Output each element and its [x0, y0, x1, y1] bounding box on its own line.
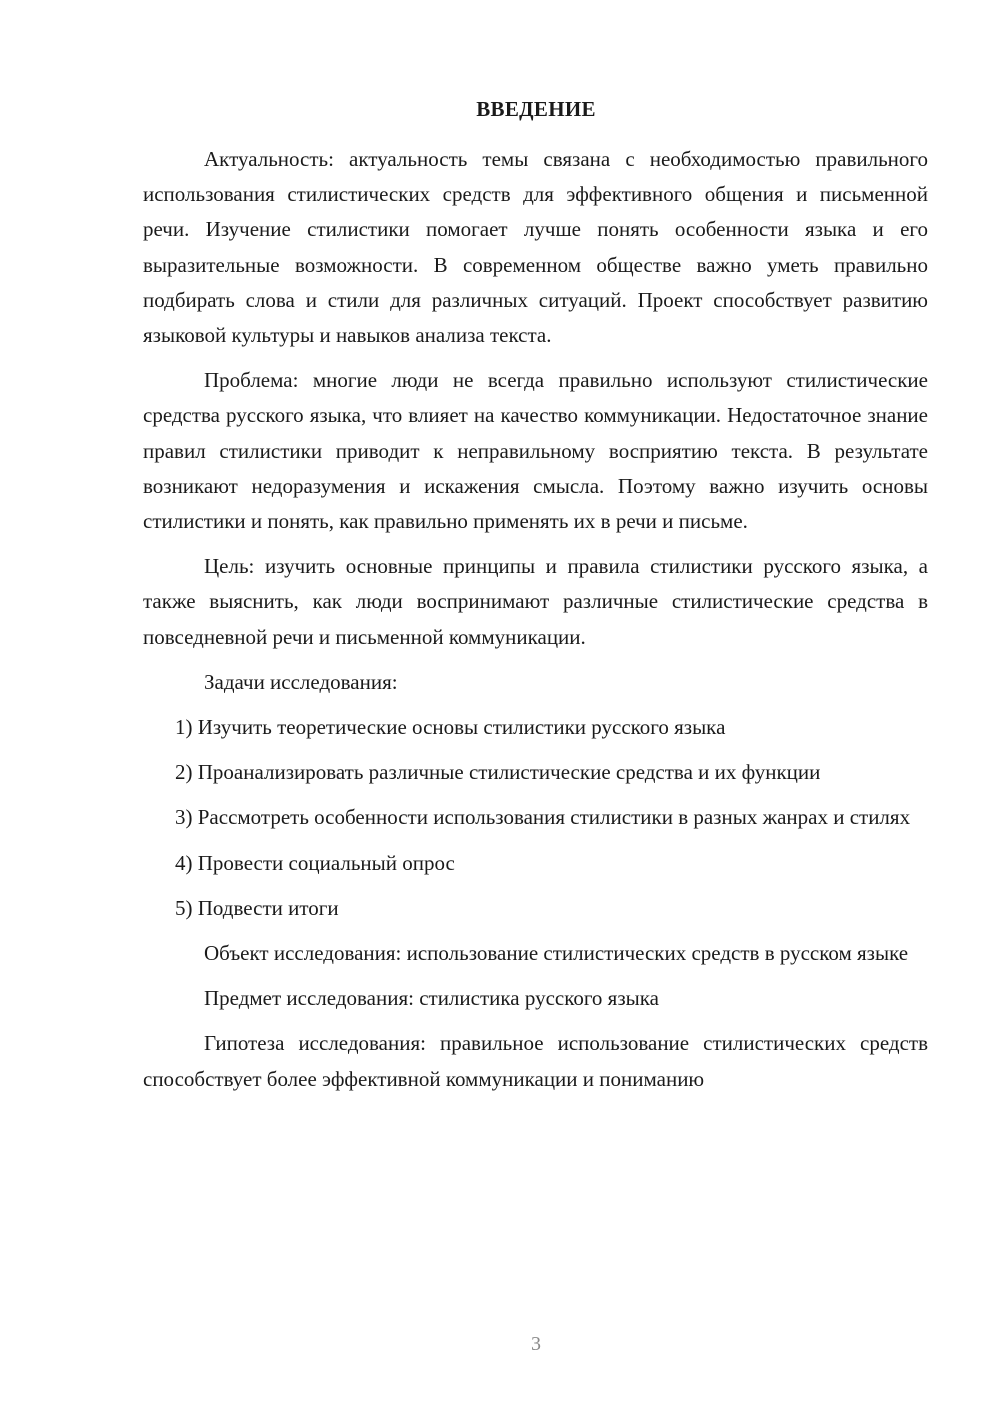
- tasks-heading: Задачи исследования:: [204, 669, 398, 694]
- object-paragraph: Объект исследования: использование стилистических средств в русском языке: [204, 941, 909, 966]
- goal-paragraph: Цель: изучить основные принципы и правила стилистики русского языка, а также выяснить, как люди воспринимают различные стилистические средства в повседневной речи и письменной коммуникации.: [143, 554, 928, 649]
- task-item: 1) Изучить теоретические основы стилистики русского языка: [175, 715, 726, 740]
- task-item: 3) Рассмотреть особенности использования стилистики в разных жанрах и стилях: [175, 805, 911, 830]
- task-item: 5) Подвести итоги: [175, 895, 339, 920]
- hypothesis-paragraph: Гипотеза исследования: правильное использование стилистических средств способствует более эффективной коммуникации и пониманию: [143, 1031, 928, 1091]
- relevance-paragraph: Актуальность: актуальность темы связана с необходимостью правильного использования стилистических средств для эффективного общения и письменной речи. Изучение стилистики помогает лучше понять особенности языка и его выразительные возможности. В современном обществе важно уметь правильно подбирать слова и стили для различных ситуаций. Проект способствует развитию языковой культуры и навыков анализа текста.: [143, 147, 928, 348]
- section-title: ВВЕДЕНИЕ: [476, 97, 596, 121]
- page-number: 3: [531, 1333, 541, 1355]
- problem-paragraph: Проблема: многие люди не всегда правильно используют стилистические средства русского языка, что влияет на качество коммуникации. Недостаточное знание правил стилистики приводит к неправильному восприятию текста. В результате возникают недоразумения и искажения смысла. Поэтому важно изучить основы стилистики и понять, как правильно применять их в речи и письме.: [143, 368, 928, 534]
- task-item: 4) Провести социальный опрос: [175, 850, 455, 875]
- body-text: [143, 142, 928, 1107]
- task-item: 2) Проанализировать различные стилистические средства и их функции: [175, 760, 821, 785]
- subject-paragraph: Предмет исследования: стилистика русского языка: [204, 986, 659, 1011]
